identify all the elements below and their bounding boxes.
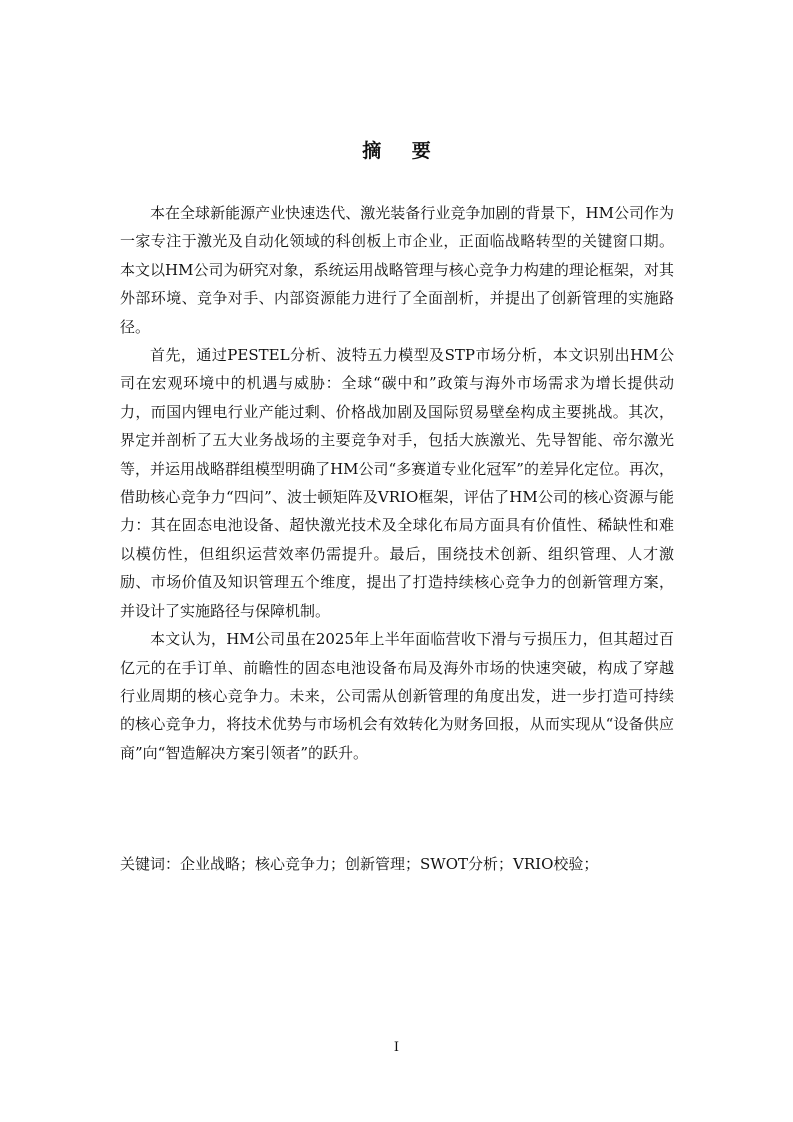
abstract-paragraph-3: 本文认为，HM公司虽在2025年上半年面临营收下滑与亏损压力，但其超过百亿元的在手订单、前瞻性的固态电池设备布局及海外市场的快速突破，构成了穿越行业周期的核心竞争力。未来，公司需从创新管理的角度出发，进一步打造可持续的核心竞争力，将技术优势与市场机会有效转化为财务回报，从而实现从“设备供应商”向“智造解决方案引领者”的跃升。 bbox=[120, 630, 674, 762]
abstract-paragraph-1: 本在全球新能源产业快速迭代、激光装备行业竞争加剧的背景下，HM公司作为一家专注于激光及自动化领域的科创板上市企业，正面临战略转型的关键窗口期。本文以HM公司为研究对象，系统运用战略管理与核心竞争力构建的理论框架，对其外部环境、竞争对手、内部资源能力进行了全面剖析，并提出了创新管理的实施路径。 bbox=[120, 204, 674, 336]
keywords-line bbox=[120, 852, 674, 876]
keywords-label: 关键词： bbox=[120, 855, 181, 873]
abstract-paragraph-2: 首先，通过PESTEL分析、波特五力模型及STP市场分析，本文识别出HM公司在宏观环境中的机遇与威胁：全球“碳中和”政策与海外市场需求为增长提供动力，而国内锂电行业产能过剩、价格战加剧及国际贸易壁垒构成主要挑战。其次，界定并剖析了五大业务战场的主要竞争对手，包括大族激光、先导智能、帝尔激光等，并运用战略群组模型明确了HM公司“多赛道专业化冠军”的差异化定位。再次，借助核心竞争力“四问”、波士顿矩阵及VRIO框架，评估了HM公司的核心资源与能力：其在固态电池设备、超快激光技术及全球化布局方面具有价值性、稀缺性和难以模仿性，但组织运营效率仍需提升。最后，围绕技术创新、组织管理、人才激励、市场价值及知识管理五个维度，提出了打造持续核心竞争力的创新管理方案，并设计了实施路径与保障机制。 bbox=[120, 346, 674, 620]
keywords-list: 企业战略；核心竞争力；创新管理；SWOT分析；VRIO校验； bbox=[180, 855, 599, 873]
page-title: 摘 要 bbox=[362, 140, 443, 162]
page-number: I bbox=[393, 1040, 400, 1055]
abstract-body bbox=[120, 199, 674, 767]
